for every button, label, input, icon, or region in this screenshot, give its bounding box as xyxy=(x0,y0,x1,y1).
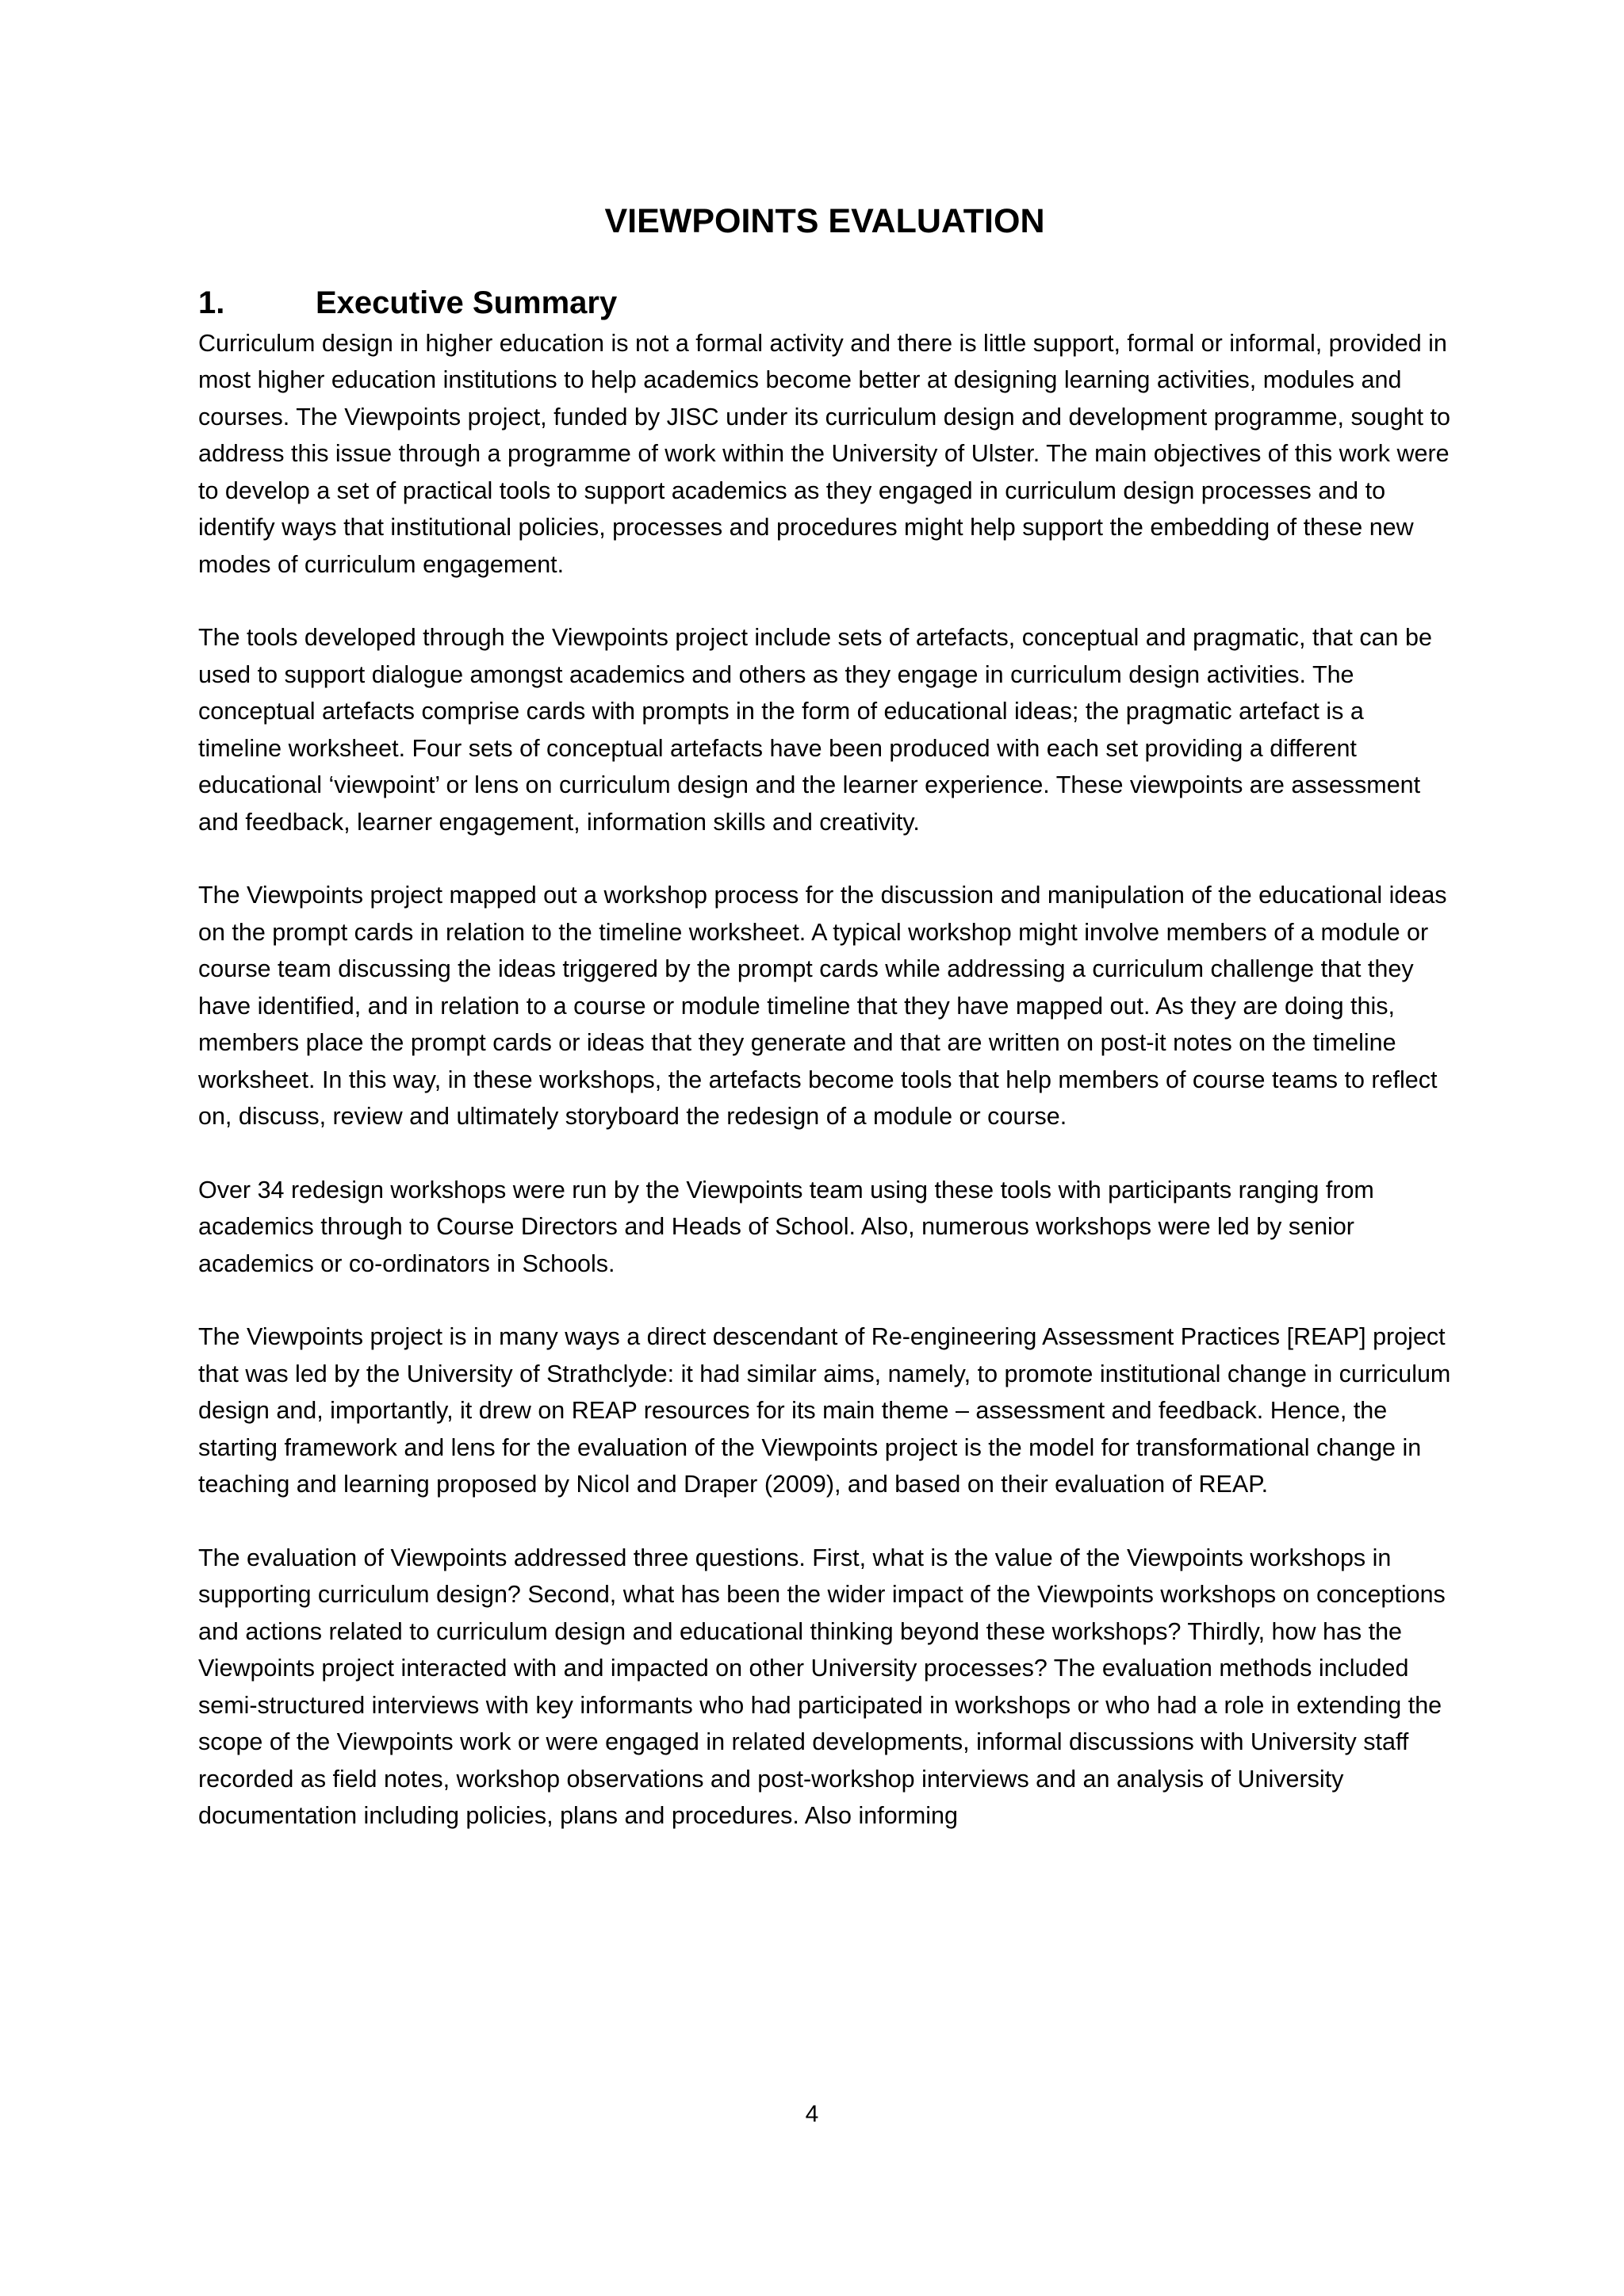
paragraph: The Viewpoints project mapped out a workshop process for the discussion and manipulation of the educational ideas on the prompt cards in relation to the timeline worksheet. A typical workshop might involve members of a module or course team discussing the ideas triggered by the prompt cards while addressing a curriculum challenge that they have identified, and in relation to a course or module timeline that they have mapped out. As they are doing this, members place the prompt cards or ideas that they generate and that are written on post-it notes on the timeline worksheet. In this way, in these workshops, the artefacts become tools that help members of course teams to reflect on, discuss, review and ultimately storyboard the redesign of a module or course. xyxy=(198,882,1447,1131)
paragraph: Over 34 redesign workshops were run by the Viewpoints team using these tools with participants ranging from academics through to Course Directors and Heads of School. Also, numerous workshops were led by senior academics or co-ordinators in Schools. xyxy=(198,1176,1374,1277)
section-title: Executive Summary xyxy=(316,285,618,320)
paragraph: The Viewpoints project is in many ways a direct descendant of Re-engineering Assessment Practices [REAP] project that was led by the University of Strathclyde: it had similar aims, namely, to promote institutional change in curriculum design and, importantly, it drew on REAP resources for its main theme – assessment and feedback. Hence, the starting framework and lens for the evaluation of the Viewpoints project is the model for transformational change in teaching and learning proposed by Nicol and Draper (2009), and based on their evaluation of REAP. xyxy=(198,1323,1451,1498)
section-number: 1. xyxy=(198,285,225,320)
paragraph: Curriculum design in higher education is not a formal activity and there is little support, formal or informal, provided in most higher education institutions to help academics become better at designing learning activities, modules and courses. The Viewpoints project, funded by JISC under its curriculum design and development programme, sought to address this issue through a programme of work within the University of Ulster. The main objectives of this work were to develop a set of practical tools to support academics as they engaged in curriculum design processes and to identify ways that institutional policies, processes and procedures might help support the embedding of these new modes of curriculum engagement. xyxy=(198,329,1450,578)
document-page xyxy=(198,198,1451,1871)
document-title: VIEWPOINTS EVALUATION xyxy=(604,202,1045,240)
paragraph: The evaluation of Viewpoints addressed three questions. First, what is the value of the Viewpoints workshops in supporting curriculum design? Second, what has been the wider impact of the Viewpoints workshops on conceptions and actions related to curriculum design and educational thinking beyond these workshops? Thirdly, how has the Viewpoints project interacted with and impacted on other University processes? The evaluation methods included semi-structured interviews with key informants who had participated in workshops or who had a role in extending the scope of the Viewpoints work or were engaged in related developments, informal discussions with University staff recorded as field notes, workshop observations and post-workshop interviews and an analysis of University documentation including policies, plans and procedures. Also informing xyxy=(198,1544,1446,1830)
page-number: 4 xyxy=(805,2101,819,2127)
paragraph: The tools developed through the Viewpoints project include sets of artefacts, conceptual and pragmatic, that can be used to support dialogue amongst academics and others as they engage in curriculum design activities. The conceptual artefacts comprise cards with prompts in the form of educational ideas; the pragmatic artefact is a timeline worksheet. Four sets of conceptual artefacts have been produced with each set providing a different educational ‘viewpoint’ or lens on curriculum design and the learner experience. These viewpoints are assessment and feedback, learner engagement, information skills and creativity. xyxy=(198,624,1432,836)
section-heading xyxy=(198,284,1451,322)
